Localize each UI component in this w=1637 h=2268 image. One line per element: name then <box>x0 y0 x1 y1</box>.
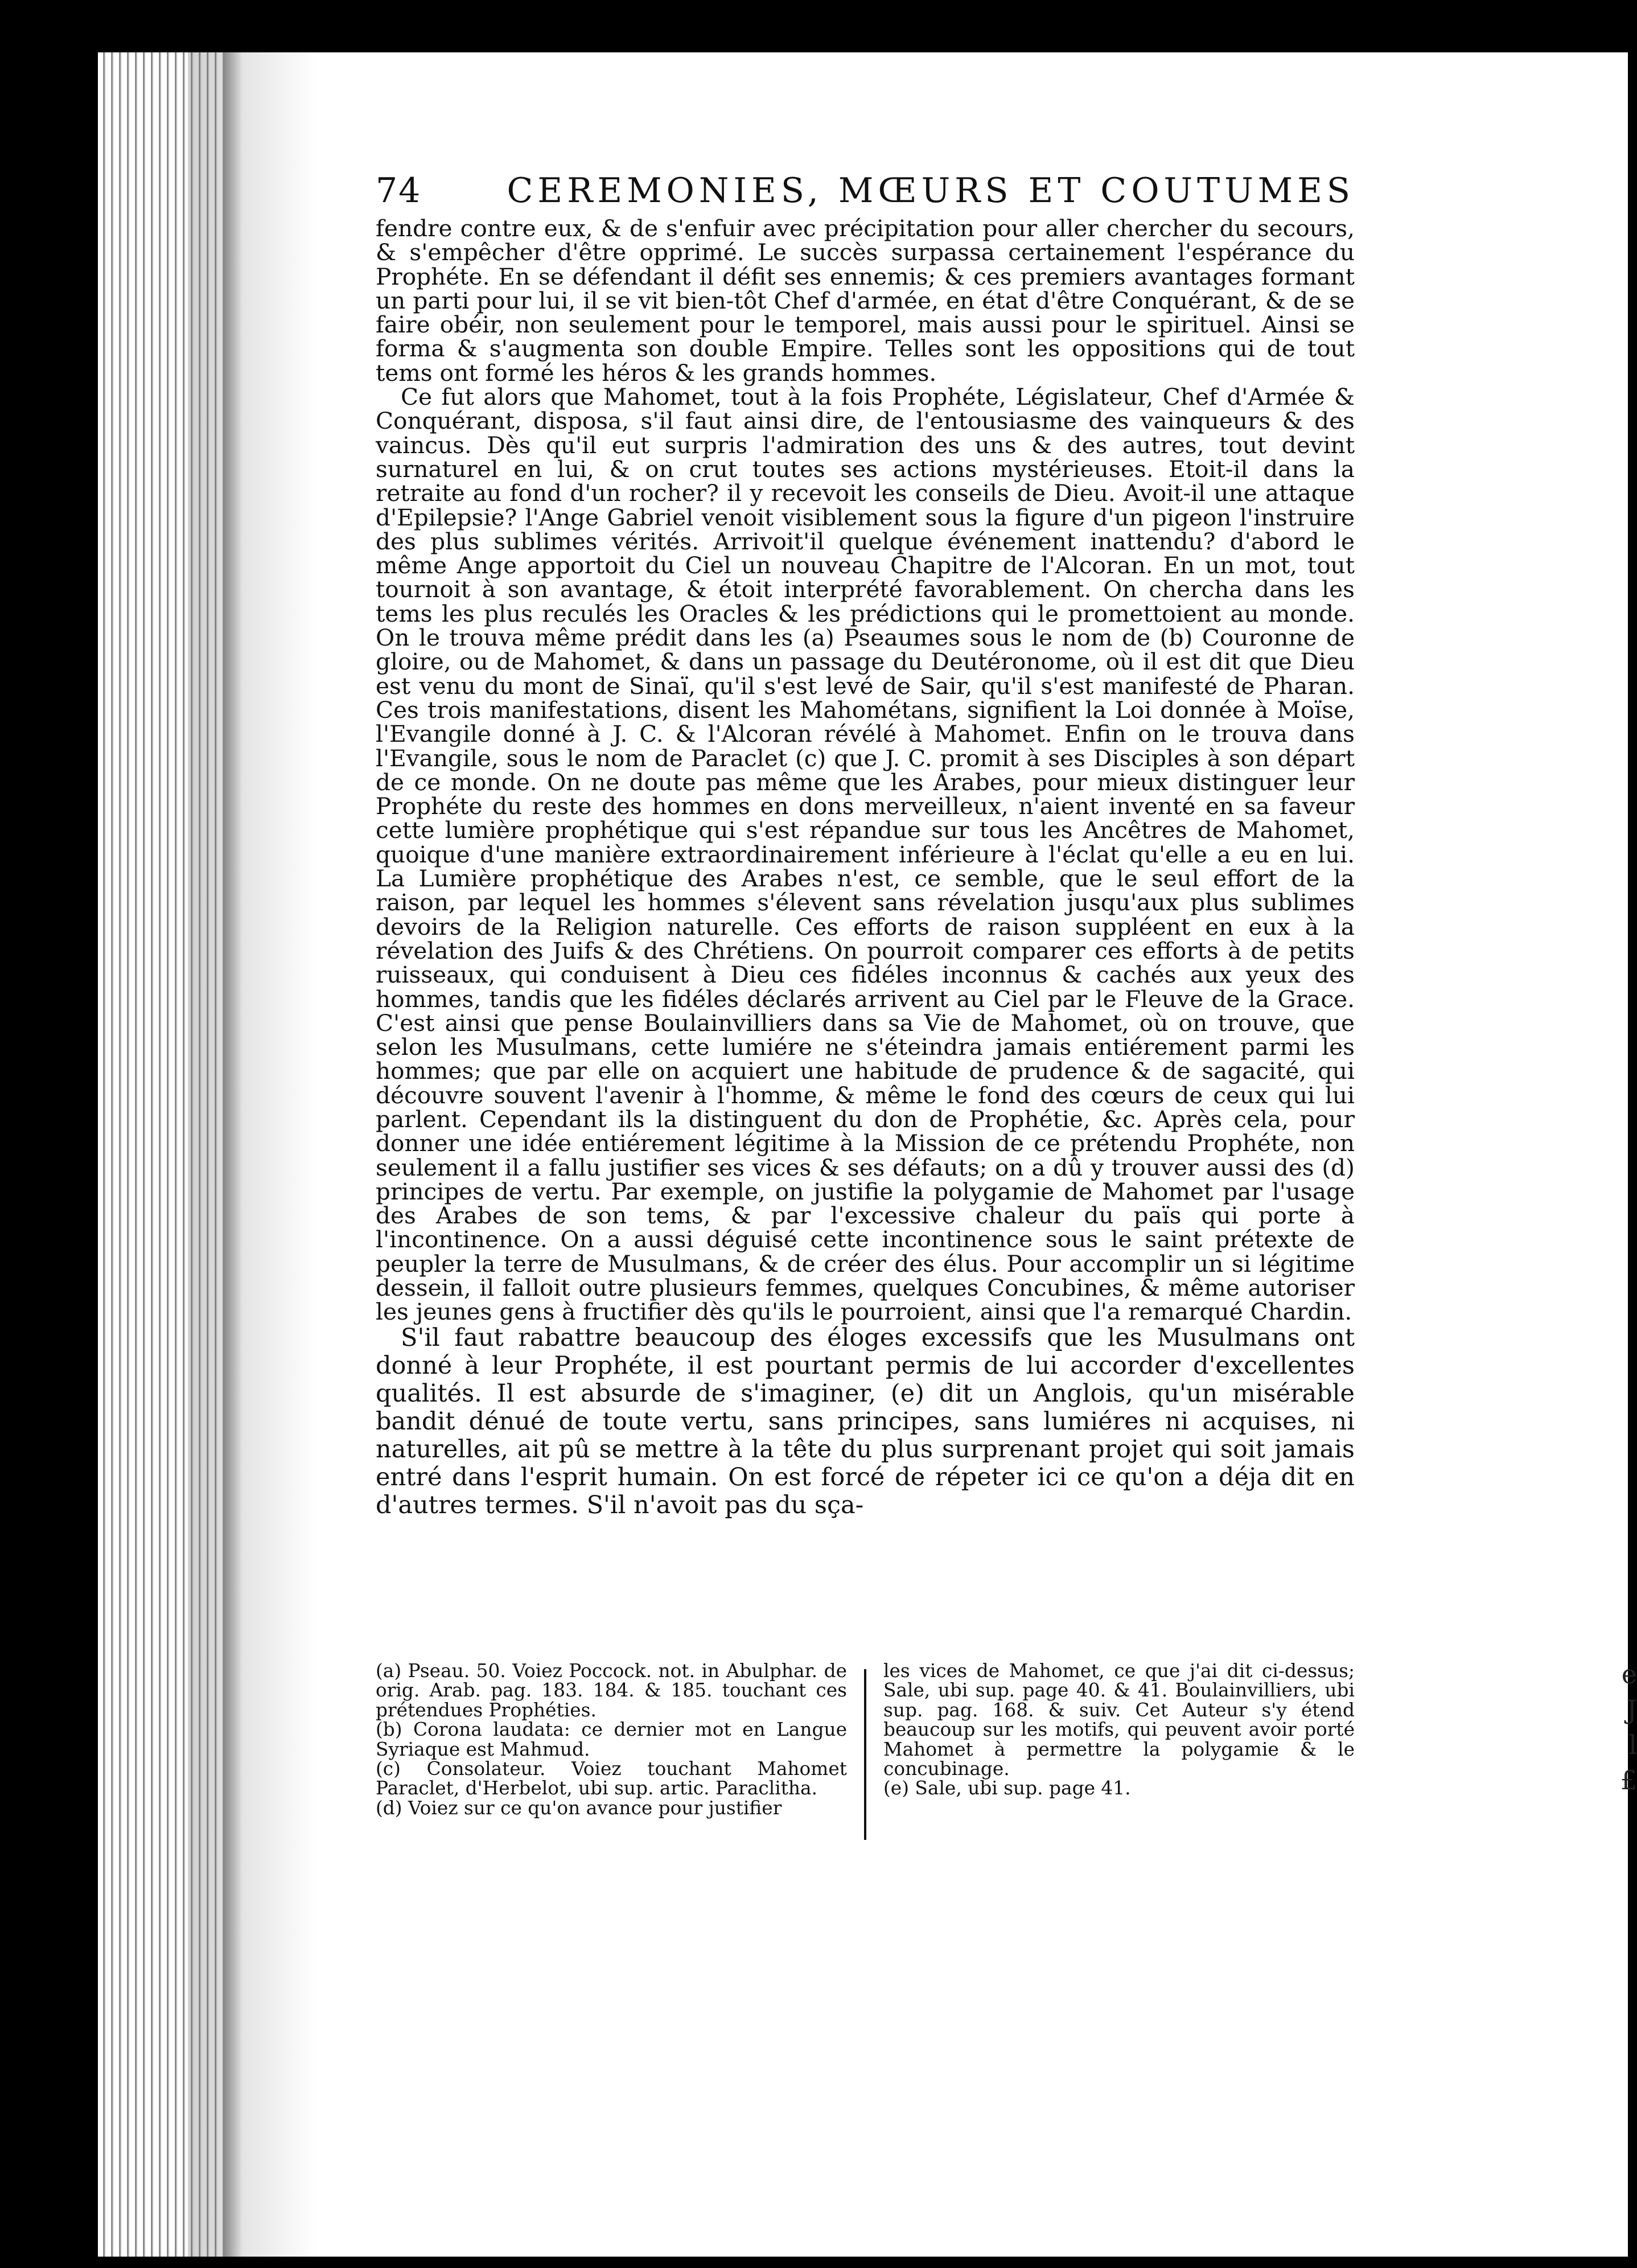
footnote: (c) Consolateur. Voiez touchant Mahomet Paraclet, d'Herbelot, ubi sup. artic. Paraclitha. <box>376 1758 847 1799</box>
fragment-char: J <box>1626 1694 1637 1725</box>
footnote-divider <box>864 1669 866 1840</box>
footnote: (e) Sale, ubi sup. page 41. <box>883 1777 1131 1799</box>
fragment-char: l <box>1628 1729 1637 1760</box>
page-number: 74 <box>376 171 422 211</box>
running-title: CEREMONIES, MŒURS ET COUTUMES <box>507 171 1355 211</box>
footnote: (a) Pseau. 50. Voiez Poccock. not. in Abulphar. de orig. Arab. pag. 183. 184. & 185. touchant ces prétendues Prophéties. <box>376 1660 847 1721</box>
paragraph: fendre contre eux, & de s'enfuir avec précipitation pour aller chercher du secours, & s'empêcher d'être opprimé. Le succès surpassa certainement l'espérance du Prophéte. En se défendant il défit ses ennemis; & ces premiers avantages formant un parti pour lui, il se vit bien-tôt Chef d'armée, en état d'être Conquérant, & de se faire obéir, non seulement pour le temporel, mais aussi pour le spirituel. Ainsi se forma & s'augmenta son double Empire. Telles sont les oppositions qui de tout tems ont formé les héros & les grands hommes. <box>376 215 1355 387</box>
page-gutter-shadow <box>188 52 316 2257</box>
fragment-char: e <box>1621 1659 1637 1690</box>
footnote: (b) Corona laudata: ce dernier mot en Langue Syriaque est Mahmud. <box>376 1719 847 1760</box>
footnote: les vices de Mahomet, ce que j'ai dit ci-dessus; Sale, ubi sup. page 40. & 41. Boulainvilliers, ubi sup. pag. 168. & suiv. Cet Auteur s'y étend beaucoup sur les motifs, qui peuvent avoir porté Mahomet à permettre la polygamie & le concubinage. <box>883 1660 1355 1780</box>
adjacent-page-fragment <box>1614 1657 1637 1827</box>
running-header <box>376 171 1355 216</box>
footnote: (d) Voiez sur ce qu'on avance pour justifier <box>376 1797 782 1819</box>
footnotes-right-column <box>883 1661 1355 1855</box>
paragraph: S'il faut rabattre beaucoup des éloges excessifs que les Musulmans ont donné à leur Prophéte, il est pourtant permis de lui accorder d'excellentes qualités. Il est absurde de s'imaginer, (e) dit un Anglois, qu'un misérable bandit dénué de toute vertu, sans principes, sans lumiéres ni acquises, ni naturelles, ait pû se mettre à la tête du plus surprenant projet qui soit jamais entré dans l'esprit humain. On est forcé de répeter ici ce qu'on a déja dit en d'autres termes. S'il n'avoit pas du sça- <box>376 1323 1355 1519</box>
footnotes-left-column <box>376 1661 847 1855</box>
footnotes <box>376 1661 1355 1855</box>
paragraph: Ce fut alors que Mahomet, tout à la fois Prophéte, Législateur, Chef d'Armée & Conquérant, disposa, s'il faut ainsi dire, de l'entousiasme des vainqueurs & des vaincus. Dès qu'il eut surpris l'admiration des uns & des autres, tout devint surnaturel en lui, & on crut toutes ses actions mystérieuses. Etoit-il dans la retraite au fond d'un rocher? il y recevoit les conseils de Dieu. Avoit-il une attaque d'Epilepsie? l'Ange Gabriel venoit visiblement sous la figure d'un pigeon l'instruire des plus sublimes vérités. Arrivoit'il quelque événement inattendu? d'abord le même Ange apportoit du Ciel un nouveau Chapitre de l'Alcoran. En un mot, tout tournoit à son avantage, & étoit interprété favorablement. On chercha dans les tems les plus reculés les Oracles & les prédictions qui le promettoient au monde. On le trouva même prédit dans les (a) Pseaumes sous le nom de (b) Couronne de gloire, ou de Mahomet, & dans un passage du Deutéronome, où il est dit que Dieu est venu du mont de Sinaï, qu'il s'est levé de Sair, qu'il s'est manifesté de Pharan. Ces trois manifestations, disent les Mahométans, signifient la Loi donnée à Moïse, l'Evangile donné à J. C. & l'Alcoran révélé à Mahomet. Enfin on le trouva dans l'Evangile, sous le nom de Paraclet (c) que J. C. promit à ses Disciples à son départ de ce monde. On ne doute pas même que les Arabes, pour mieux distinguer leur Prophéte du reste des hommes en dons merveilleux, n'aient inventé en sa faveur cette lumière prophétique qui s'est répandue sur tous les Ancêtres de Mahomet, quoique d'une manière extraordinairement inférieure à l'éclat qu'elle a eu en lui. La Lumière prophétique des Arabes n'est, ce semble, que le seul effort de la raison, par lequel les hommes s'élevent sans révelation jusqu'aux plus sublimes devoirs de la Religion naturelle. Ces efforts de raison suppléent en eux à la révelation des Juifs & des Chrétiens. On pourroit comparer ces efforts à de petits ruisseaux, qui conduisent à Dieu ces fidéles inconnus & cachés aux yeux des hommes, tandis que les fidéles déclarés arrivent au Ciel par le Fleuve de la Grace. C'est ainsi que pense Boulainvilliers dans sa Vie de Mahomet, où on trouve, que selon les Musulmans, cette lumiére ne s'éteindra jamais entiérement parmi les hommes; que par elle on acquiert une habitude de prudence & de sagacité, qui découvre souvent l'avenir à l'homme, & même le fond des cœurs de ceux qui lui parlent. Cependant ils la distinguent du don de Prophétie, &c. Après cela, pour donner une idée entiérement légitime à la Mission de ce prétendu Prophéte, non seulement il a fallu justifier ses vices & ses défauts; on a dû y trouver aussi des (d) principes de vertu. Par exemple, on justifie la polygamie de Mahomet par l'usage des Arabes de son tems, & par l'excessive chaleur du païs qui porte à l'incontinence. On a aussi déguisé cette incontinence sous le saint prétexte de peupler la terre de Musulmans, & de créer des élus. Pour accomplir un si légitime dessein, il falloit outre plusieurs femmes, quelques Concubines, & même autoriser les jeunes gens à fructifier dès qu'ils le pourroient, ainsi que l'a remarqué Chardin. <box>376 383 1355 1326</box>
fragment-char: £ <box>1620 1765 1637 1796</box>
body-text <box>376 216 1355 1519</box>
